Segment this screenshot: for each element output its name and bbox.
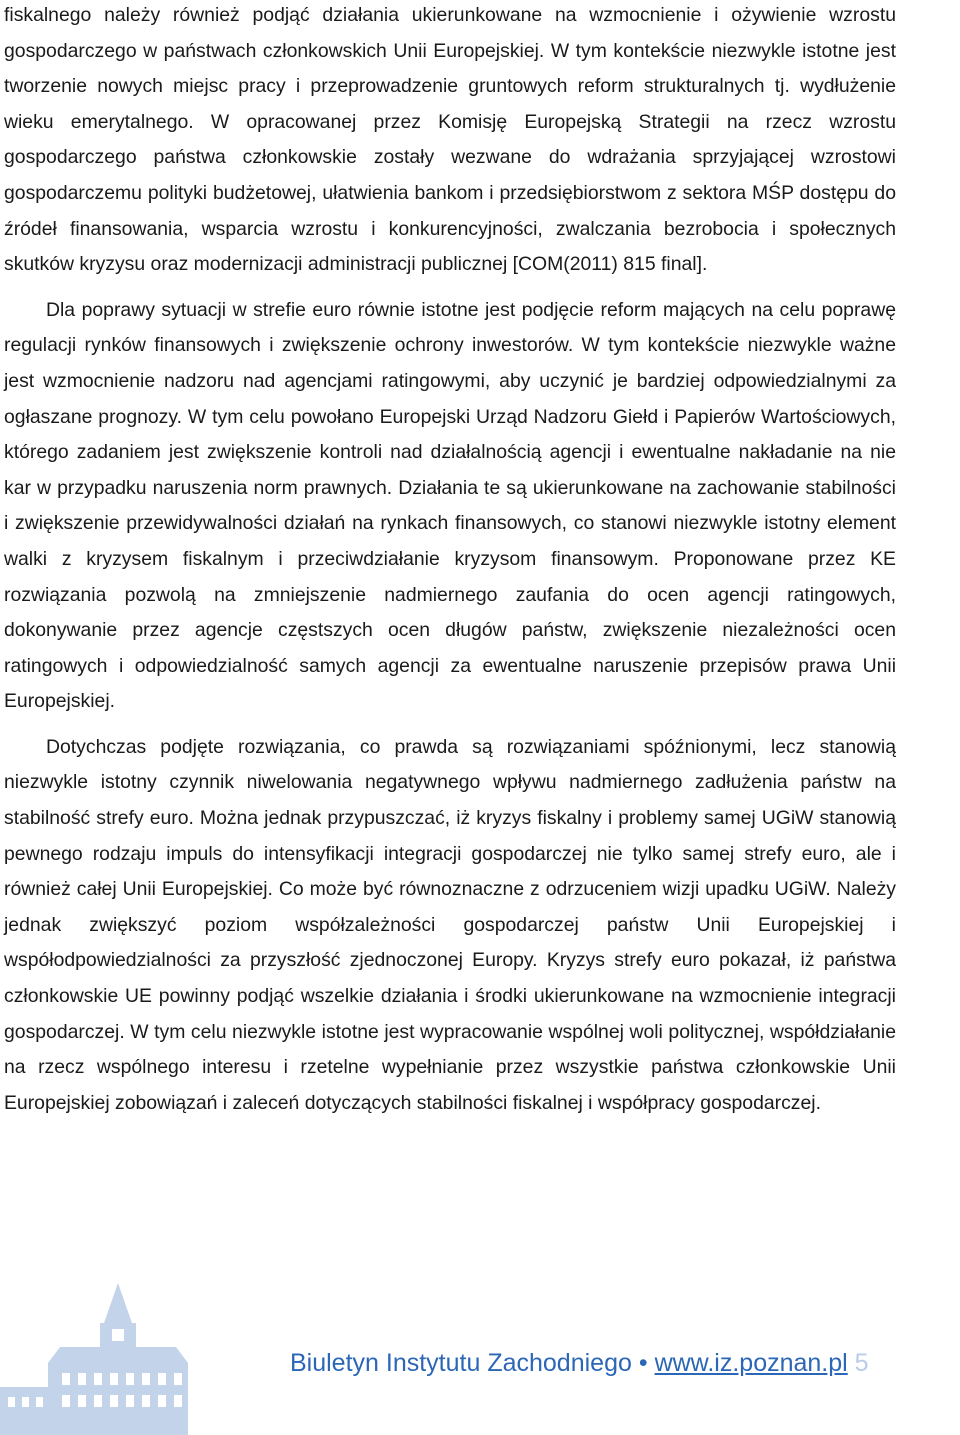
document-body [4,0,896,1121]
page-footer [0,1265,960,1435]
paragraph-1: fiskalnego należy również podjąć działania ukierunkowane na wzmocnienie i ożywienie wzrostu gospodarczego w państwach członkowskich Unii Europejskiej. W tym kontekście niezwykle istotne jest tworzenie nowych miejsc pracy i przeprowadzenie gruntowych reform strukturalnych tj. wydłużenie wieku emerytalnego. W opracowanej przez Komisję Europejską Strategii na rzecz wzrostu gospodarczego państwa członkowskie zostały wezwane do wdrażania sprzyjającej wzrostowi gospodarczemu polityki budżetowej, ułatwienia bankom i przedsiębiorstwom z sektora MŚP dostępu do źródeł finansowania, wsparcia wzrostu i konkurencyjności, zwalczania bezrobocia i społecznych skutków kryzysu oraz modernizacji administracji publicznej [COM(2011) 815 final]. [4,4,896,276]
paragraph-3: Dotychczas podjęte rozwiązania, co prawda są rozwiązaniami spóźnionymi, lecz stanowią niezwykle istotny czynnik niwelowania negatywnego wpływu nadmiernego zadłużenia państw na stabilność strefy euro. Można jednak przypuszczać, iż kryzys fiskalny i problemy samej UGiW stanowią pewnego rodzaju impuls do intensyfikacji integracji gospodarczej nie tylko samej strefy euro, ale i również całej Unii Europejskiej. Co może być równoznaczne z odrzuceniem wizji upadku UGiW. Należy jednak zwiększyć poziom współzależności gospodarczej państw Unii Europejskiej i współodpowiedzialności za przyszłość zjednoczonej Europy. Kryzys strefy euro pokazał, iż państwa członkowskie UE powinny podjąć wszelkie działania i środki ukierunkowane na wzmocnienie integracji gospodarczej. W tym celu niezwykle istotne jest wypracowanie wspólnej woli politycznej, współdziałanie na rzecz wspólnego interesu i rzetelne wypełnianie przez wszystkie państwa członkowskie Unii Europejskiej zobowiązań i zaleceń dotyczących stabilności fiskalnej i współpracy gospodarczej. [4,735,896,1114]
page-number: 5 [854,1349,869,1377]
paragraph-2: Dla poprawy sytuacji w strefie euro równie istotne jest podjęcie reform mających na celu poprawę regulacji rynków finansowych i zwiększenie ochrony inwestorów. W tym kontekście niezwykle ważne jest wzmocnienie nadzoru nad agencjami ratingowymi, aby uczynić je bardziej odpowiedzialnymi za ogłaszane prognozy. W tym celu powołano Europejski Urząd Nadzoru Giełd i Papierów Wartościowych, którego zadaniem jest zwiększenie kontroli nad działalnością agencji i ewentualne nakładanie na nie kar w przypadku naruszenia norm prawnych. Działania te są ukierunkowane na zachowanie stabilności i zwiększenie przewidywalności działań na rynkach finansowych, co stanowi niezwykle istotny element walki z kryzysem fiskalnym i przeciwdziałanie kryzysom finansowym. Proponowane przez KE rozwiązania pozwolą na zmniejszenie nadmiernego zaufania do ocen agencji ratingowych, dokonywanie przez agencje częstszych ocen długów państw, zwiększenie niezależności ocen ratingowych i odpowiedzialność samych agencji za ewentualne naruszenie przepisów prawa Unii Europejskiej. [4,298,896,713]
publication-title: Biuletyn Instytutu Zachodniego [290,1349,632,1377]
building-tower-logo-icon [0,1283,210,1435]
bullet-separator: • [638,1349,648,1377]
website-link[interactable]: www.iz.poznan.pl [654,1349,848,1377]
footer-citation [290,1349,869,1378]
